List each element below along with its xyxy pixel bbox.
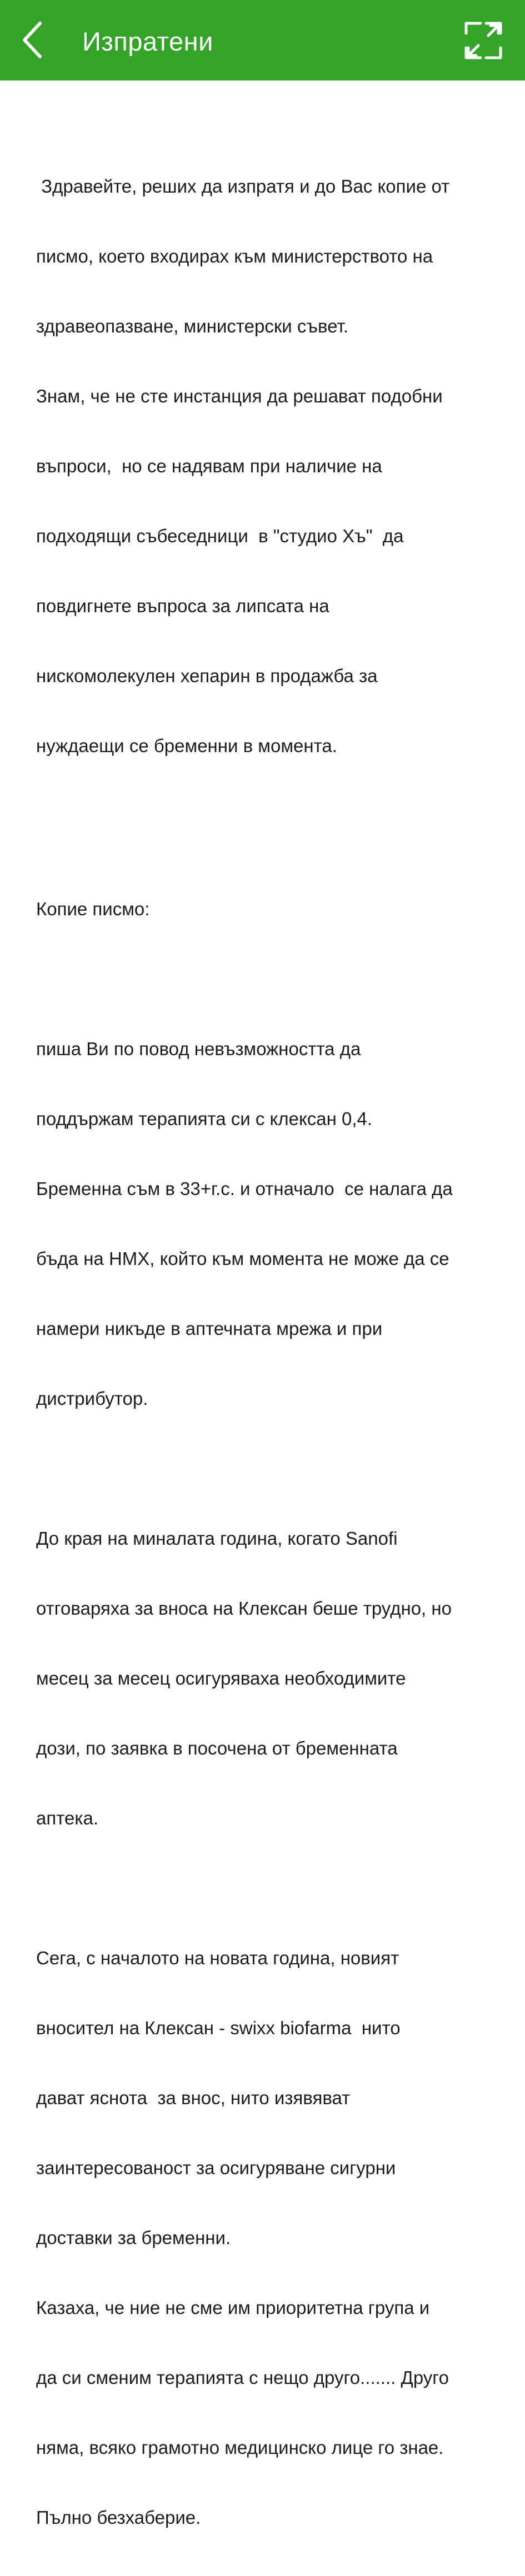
text-line: нискомолекулен хепарин в продажба за [36, 666, 378, 686]
text-line: бъда на НМХ, който към момента не може да се [36, 1248, 449, 1269]
message-content[interactable] [0, 80, 525, 2528]
text-line: Копие писмо: [36, 899, 150, 919]
text-line: месец за месец осигуряваха необходимите [36, 1668, 406, 1688]
paragraph-letter-2 [36, 1480, 503, 1877]
text-line: писмо, което входирах към министерството на [36, 246, 433, 266]
paragraph-letter-1 [36, 991, 503, 1457]
text-line: въпроси, но се надявам при наличие на [36, 456, 382, 476]
message-body [36, 128, 503, 2576]
page-title: Изпратени [82, 27, 213, 56]
expand-icon [464, 21, 503, 60]
text-line: аптека. [36, 1808, 99, 1828]
app-bar [0, 0, 525, 80]
text-line: Знам, че не сте инстанция да решават подобни [36, 386, 443, 406]
back-button[interactable] [17, 17, 61, 64]
paragraph-letter-3 [36, 1900, 503, 2576]
text-line: поддържам терапията си с клексан 0,4. [36, 1108, 373, 1129]
text-line: здравеопазване, министерски съвет. [36, 316, 349, 336]
text-line: дават яснота за внос, нито изявяват [36, 2088, 351, 2108]
text-line: Сега, с началото на новата година, новият [36, 1948, 399, 1968]
text-line: намери никъде в аптечната мрежа и при [36, 1318, 383, 1339]
text-line: Казаха, че ние не сме им приоритетна група и [36, 2297, 430, 2318]
paragraph-copy-heading [36, 851, 503, 967]
text-line: Бременна съм в 33+г.с. и отначало се налага да [36, 1178, 453, 1199]
chevron-left-icon [17, 17, 61, 64]
text-line: нуждаещи се бременни в момента. [36, 735, 337, 756]
text-line: До края на миналата година, когато Sanofi [36, 1528, 398, 1549]
text-line: доставки за бременни. [36, 2227, 231, 2248]
text-line: няма, всяко грамотно медицинско лице го знае. [36, 2437, 444, 2458]
text-line: да си сменим терапията с нещо друго....... Друго [36, 2367, 449, 2388]
text-line: повдигнете въпроса за липсата на [36, 596, 329, 616]
text-line: Здравейте, реших да изпратя и до Вас копие от [36, 176, 450, 196]
text-line: вносител на Клексан - swixx biofarma нито [36, 2018, 401, 2038]
text-line: отговаряха за вноса на Клексан беше трудно, но [36, 1598, 452, 1619]
text-line: пиша Ви по повод невъзможността да [36, 1039, 361, 1059]
text-line: дози, по заявка в посочена от бременната [36, 1738, 398, 1758]
text-line: Пълно безхаберие. [36, 2507, 201, 2528]
text-line: подходящи събеседници в "студио Хъ" да [36, 526, 404, 546]
text-line: заинтересованост за осигуряване сигурни [36, 2157, 396, 2178]
paragraph-intro [36, 128, 503, 804]
expand-button[interactable] [464, 21, 503, 60]
text-line: дистрибутор. [36, 1388, 148, 1409]
